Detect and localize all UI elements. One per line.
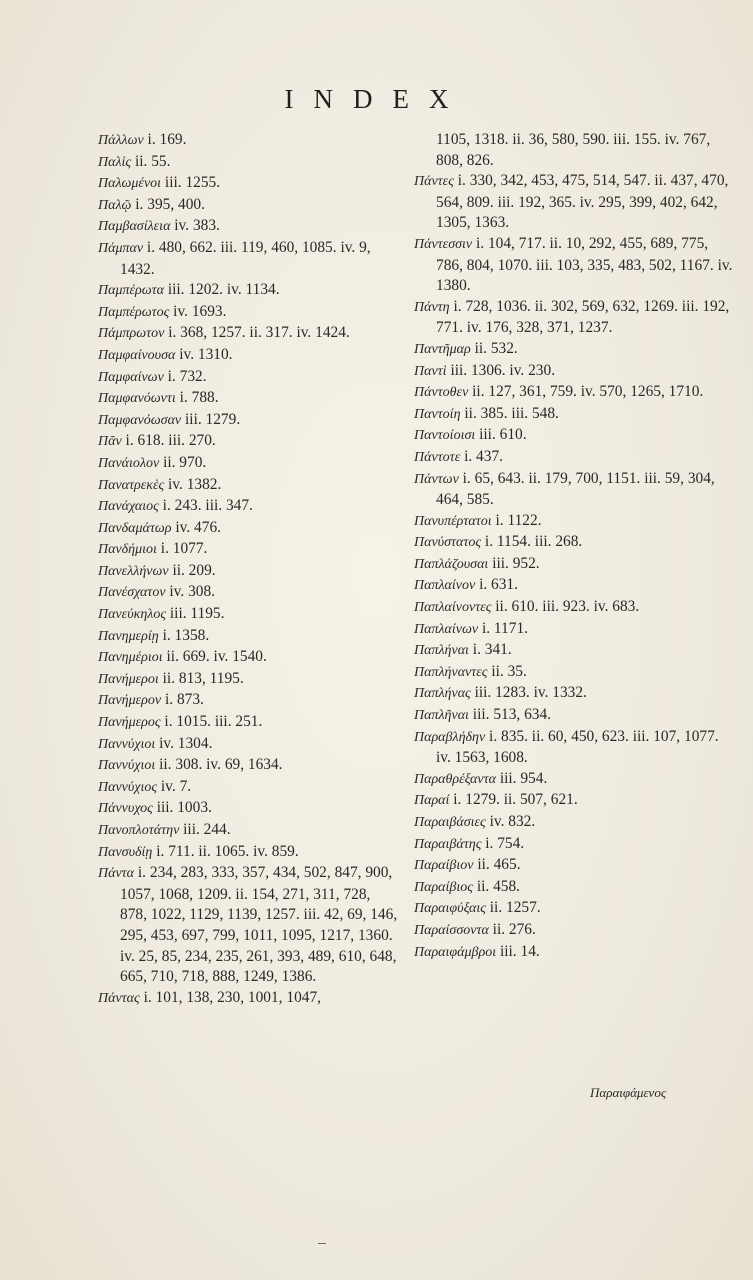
entry-headword: Πανσυδίῃ <box>98 844 153 860</box>
index-entry <box>414 469 734 511</box>
index-entry <box>414 898 734 920</box>
entry-references: i. 169. <box>147 131 187 148</box>
entry-references: i. 1015. iii. 251. <box>164 713 263 731</box>
entry-headword: Παλωμένοι <box>98 176 162 192</box>
index-entry <box>414 920 734 942</box>
entry-headword: Παραβλήδην <box>414 729 486 745</box>
entry-references: i. 631. <box>479 576 518 594</box>
entry-headword: Πάντοτε <box>414 449 461 465</box>
entry-references: i. 341. <box>472 641 512 659</box>
entry-headword: Παπλαίνοντες <box>414 600 492 616</box>
entry-headword: Παπλάζουσαι <box>414 556 489 572</box>
index-entry <box>98 345 398 367</box>
index-entry <box>98 777 398 799</box>
entry-headword: Πανημέριοι <box>98 650 163 666</box>
entry-headword: Πανατρεκὲς <box>98 477 165 493</box>
index-column-right <box>414 130 734 963</box>
entry-headword: Πανήμερος <box>98 715 161 731</box>
entry-references: iii. 1283. iv. 1332. <box>474 684 587 702</box>
entry-references: i. 618. iii. 270. <box>125 432 216 450</box>
entry-headword: Πανύστατος <box>414 535 482 551</box>
entry-references: iv. 476. <box>175 518 221 536</box>
index-entry <box>98 712 398 734</box>
index-entry <box>414 511 734 533</box>
entry-headword: Παννύχιοι <box>98 736 156 752</box>
entry-headword: Πᾶν <box>98 434 122 450</box>
entry-references: iii. 244. <box>183 821 231 838</box>
index-entry <box>414 130 734 171</box>
entry-references: iii. 1003. <box>156 799 212 817</box>
index-entry <box>414 877 734 899</box>
index-entry <box>414 619 734 641</box>
index-entry <box>98 647 398 669</box>
entry-references: iii. 1255. <box>164 174 221 192</box>
index-entry <box>414 769 734 791</box>
entry-references: iii. 513, 634. <box>472 706 552 724</box>
index-entry <box>98 496 398 518</box>
entry-references: ii. 465. <box>477 856 521 874</box>
entry-references: 1105, 1318. ii. 36, 580, 590. iii. 155. iv. 767, 808, 826. <box>436 131 711 169</box>
entry-references: iv. 1693. <box>173 302 227 320</box>
entry-references: ii. 532. <box>474 339 518 357</box>
entry-headword: Παμφαίνουσα <box>98 347 176 363</box>
index-entry <box>98 475 398 497</box>
entry-references: iii. 14. <box>499 942 540 960</box>
entry-headword: Πανδήμιοι <box>98 542 157 558</box>
index-entry <box>414 234 734 297</box>
index-entry <box>98 130 398 152</box>
entry-references: ii. 610. iii. 923. iv. 683. <box>495 598 640 616</box>
index-entry <box>98 388 398 410</box>
index-entry <box>414 942 734 964</box>
entry-headword: Παπλῆναι <box>414 708 469 724</box>
index-entry <box>98 863 398 988</box>
entry-references: i. 395, 400. <box>135 195 205 213</box>
entry-references: i. 873. <box>164 691 204 709</box>
entry-references: iii. 610. <box>479 426 527 444</box>
signature-mark <box>318 1243 326 1244</box>
entry-headword: Παραίσσοντα <box>414 922 489 938</box>
entry-headword: Παμφανόωντι <box>98 391 176 407</box>
entry-references: i. 835. ii. 60, 450, 623. iii. 107, 1077. iv. 1563, 1608. <box>436 727 719 767</box>
entry-headword: Παμβασίλεια <box>98 219 171 235</box>
entry-headword: Παραιβάσιες <box>414 815 486 830</box>
index-entry <box>98 604 398 626</box>
entry-headword: Παμφανόωσαν <box>98 412 182 428</box>
index-column-left <box>98 130 398 1009</box>
entry-references: iv. 308. <box>169 583 216 601</box>
index-entry <box>98 453 398 475</box>
entry-references: i. 1358. <box>162 626 210 644</box>
entry-headword: Παπλήναι <box>414 643 469 659</box>
entry-headword: Πάντοθεν <box>414 385 469 401</box>
entry-references: i. 732. <box>167 367 207 385</box>
entry-references: iv. 1304. <box>159 734 213 752</box>
entry-references: iv. 7. <box>160 777 192 795</box>
index-entry <box>98 173 398 195</box>
entry-references: i. 1122. <box>495 511 542 529</box>
entry-headword: Πανημερίῃ <box>98 628 159 644</box>
index-entry <box>414 662 734 684</box>
index-entry <box>414 812 734 834</box>
index-entry <box>414 447 734 469</box>
entry-references: i. 711. ii. 1065. iv. 859. <box>156 842 299 860</box>
entry-references: iv. 383. <box>174 217 220 235</box>
index-entry <box>414 705 734 727</box>
page-title: INDEX <box>284 84 469 114</box>
entry-headword: Πανεύκηλος <box>98 607 167 623</box>
entry-headword: Πάλλων <box>98 133 144 148</box>
entry-headword: Παμπέρωτα <box>98 283 164 299</box>
entry-headword: Πανυπέρτατοι <box>414 513 492 529</box>
entry-references: i. 788. <box>179 389 219 407</box>
entry-headword: Παλὶς <box>98 154 132 170</box>
entry-headword: Πάννυχος <box>98 801 153 817</box>
entry-references: i. 368, 1257. ii. 317. iv. 1424. <box>168 324 350 342</box>
entry-headword: Πάμπαν <box>98 240 144 256</box>
entry-references: iv. 1382. <box>168 475 222 493</box>
entry-headword: Παραθρέξαντα <box>414 771 496 787</box>
entry-headword: Παραιφάμβροι <box>414 944 497 960</box>
index-entry <box>98 626 398 648</box>
entry-headword: Παραίβιον <box>414 858 474 874</box>
entry-references: iii. 952. <box>492 554 540 572</box>
entry-headword: Πάντη <box>414 299 450 315</box>
entry-headword: Παντὶ <box>414 363 447 379</box>
entry-headword: Παμπέρωτος <box>98 304 170 320</box>
index-entry <box>98 798 398 820</box>
index-entry <box>98 216 398 238</box>
entry-headword: Πάντα <box>98 866 135 882</box>
index-entry <box>414 297 734 339</box>
entry-references: iii. 1306. iv. 230. <box>450 361 556 379</box>
entry-references: iii. 954. <box>499 769 548 787</box>
entry-headword: Παννύχιοι <box>98 758 156 774</box>
entry-references: ii. 127, 361, 759. iv. 570, 1265, 1710. <box>472 383 704 401</box>
entry-headword: Πανελλήνων <box>98 563 169 579</box>
entry-references: i. 754. <box>485 834 525 852</box>
index-entry <box>98 561 398 583</box>
index-entry <box>414 640 734 662</box>
entry-references: i. 480, 662. iii. 119, 460, 1085. iv. 9, 1432. <box>120 238 371 278</box>
entry-references: i. 330, 342, 453, 475, 514, 547. ii. 437, 470, 564, 809. iii. 192, 365. iv. 295, 399, 402, 642, 1305, 1363. <box>436 172 729 232</box>
entry-headword: Παραιβάτης <box>414 836 482 852</box>
entry-headword: Πανάχαιος <box>98 499 159 515</box>
index-entry <box>414 361 734 383</box>
index-entry <box>98 988 398 1010</box>
index-entry <box>98 539 398 561</box>
entry-references: iv. 1310. <box>179 345 233 363</box>
entry-headword: Παντοίοισι <box>414 428 476 444</box>
entry-references: ii. 276. <box>492 920 536 938</box>
index-entry <box>98 518 398 540</box>
entry-references: iii. 1279. <box>185 410 241 428</box>
index-entry <box>98 280 398 302</box>
index-entry <box>414 790 734 812</box>
entry-references: i. 1279. ii. 507, 621. <box>453 791 578 809</box>
index-entry <box>414 382 734 404</box>
entry-headword: Πανδαμάτωρ <box>98 520 172 536</box>
catchword: Παραιφάμενος <box>590 1085 667 1100</box>
entry-headword: Παπλήναντες <box>414 664 488 680</box>
entry-headword: Παραί <box>414 793 450 809</box>
entry-headword: Πανήμεροι <box>98 671 159 687</box>
entry-headword: Πανήμερον <box>98 693 162 709</box>
entry-headword: Πάντων <box>414 471 459 487</box>
index-entry <box>414 171 734 234</box>
entry-references: i. 101, 138, 230, 1001, 1047, <box>143 988 321 1006</box>
index-entry <box>98 367 398 389</box>
entry-headword: Πάντες <box>414 174 454 190</box>
entry-references: iv. 832. <box>489 813 536 830</box>
entry-headword: Πανάιολον <box>98 455 160 471</box>
entry-references: ii. 385. iii. 548. <box>464 404 559 422</box>
index-entry <box>98 734 398 756</box>
entry-headword: Πάντεσσιν <box>414 236 473 252</box>
index-entry <box>414 404 734 426</box>
index-entry <box>98 842 398 864</box>
entry-references: i. 65, 643. ii. 179, 700, 1151. iii. 59, 304, 464, 585. <box>436 469 715 509</box>
entry-headword: Παπλαίνων <box>414 621 479 637</box>
entry-headword: Πάμπρωτον <box>98 326 165 342</box>
index-entry <box>98 690 398 712</box>
index-entry <box>98 410 398 432</box>
index-entry <box>414 554 734 576</box>
entry-headword: Παννύχιος <box>98 779 158 795</box>
index-entry <box>414 425 734 447</box>
entry-headword: Πανοπλοτάτην <box>98 823 180 838</box>
entry-references: ii. 1257. <box>489 899 541 917</box>
entry-references: i. 1154. iii. 268. <box>484 533 583 551</box>
index-entry <box>98 755 398 777</box>
entry-headword: Παπλαίνον <box>414 578 476 594</box>
entry-headword: Παραίβιος <box>414 879 473 895</box>
index-entry <box>414 683 734 705</box>
entry-references: i. 437. <box>464 447 503 465</box>
entry-references: ii. 458. <box>476 877 521 895</box>
entry-headword: Παλῷ <box>98 197 132 213</box>
entry-references: i. 243. iii. 347. <box>162 497 253 515</box>
entry-references: i. 728, 1036. ii. 302, 569, 632, 1269. iii. 192, 771. iv. 176, 328, 371, 1237. <box>436 297 730 337</box>
entry-headword: Παντῆμαρ <box>414 341 471 357</box>
index-entry <box>414 727 734 769</box>
index-entry <box>98 431 398 453</box>
entry-references: i. 104, 717. ii. 10, 292, 455, 689, 775, 786, 804, 1070. iii. 103, 335, 483, 502, 1167. iv. 1380. <box>436 234 733 295</box>
index-entry <box>414 597 734 619</box>
entry-headword: Παντοίη <box>414 406 461 422</box>
index-entry <box>98 820 398 842</box>
entry-references: iii. 1195. <box>169 605 225 623</box>
entry-references: i. 234, 283, 333, 357, 434, 502, 847, 900, 1057, 1068, 1209. ii. 154, 271, 311, 728, 878, 1022, 1129, 1139, 1257. iii. 42, 69, 146, 295, 453, 697, 799, 1011, 1095, 1217, 1360. iv. 25, 85, 234, 235, 261, 393, 489, 610, 648, 665, 710, 718, 888, 1249, 1386. <box>120 864 398 986</box>
entry-references: iii. 1202. iv. 1134. <box>167 281 280 299</box>
index-entry <box>414 532 734 554</box>
index-entry <box>98 152 398 174</box>
entry-headword: Παπλήνας <box>414 686 471 702</box>
index-entry <box>414 339 734 361</box>
entry-references: ii. 308. iv. 69, 1634. <box>159 756 283 774</box>
index-entry <box>98 238 398 280</box>
entry-references: i. 1077. <box>160 540 208 558</box>
entry-references: ii. 35. <box>491 662 527 680</box>
index-entry <box>98 669 398 691</box>
entry-headword: Πανέσχατον <box>98 585 166 601</box>
index-entry <box>98 302 398 324</box>
entry-references: ii. 813, 1195. <box>162 669 244 687</box>
entry-headword: Παραιφύξαις <box>414 901 486 917</box>
index-entry <box>414 834 734 856</box>
index-entry <box>98 323 398 345</box>
entry-references: ii. 970. <box>163 453 207 471</box>
entry-references: ii. 669. iv. 1540. <box>166 648 267 666</box>
index-entry <box>98 582 398 604</box>
entry-headword: Πάντας <box>98 990 140 1006</box>
index-entry <box>414 855 734 877</box>
entry-references: ii. 209. <box>172 561 216 579</box>
index-entry <box>414 575 734 597</box>
entry-references: ii. 55. <box>134 152 171 170</box>
entry-headword: Παμφαίνων <box>98 369 164 385</box>
entry-references: i. 1171. <box>481 619 528 637</box>
index-entry <box>98 195 398 217</box>
